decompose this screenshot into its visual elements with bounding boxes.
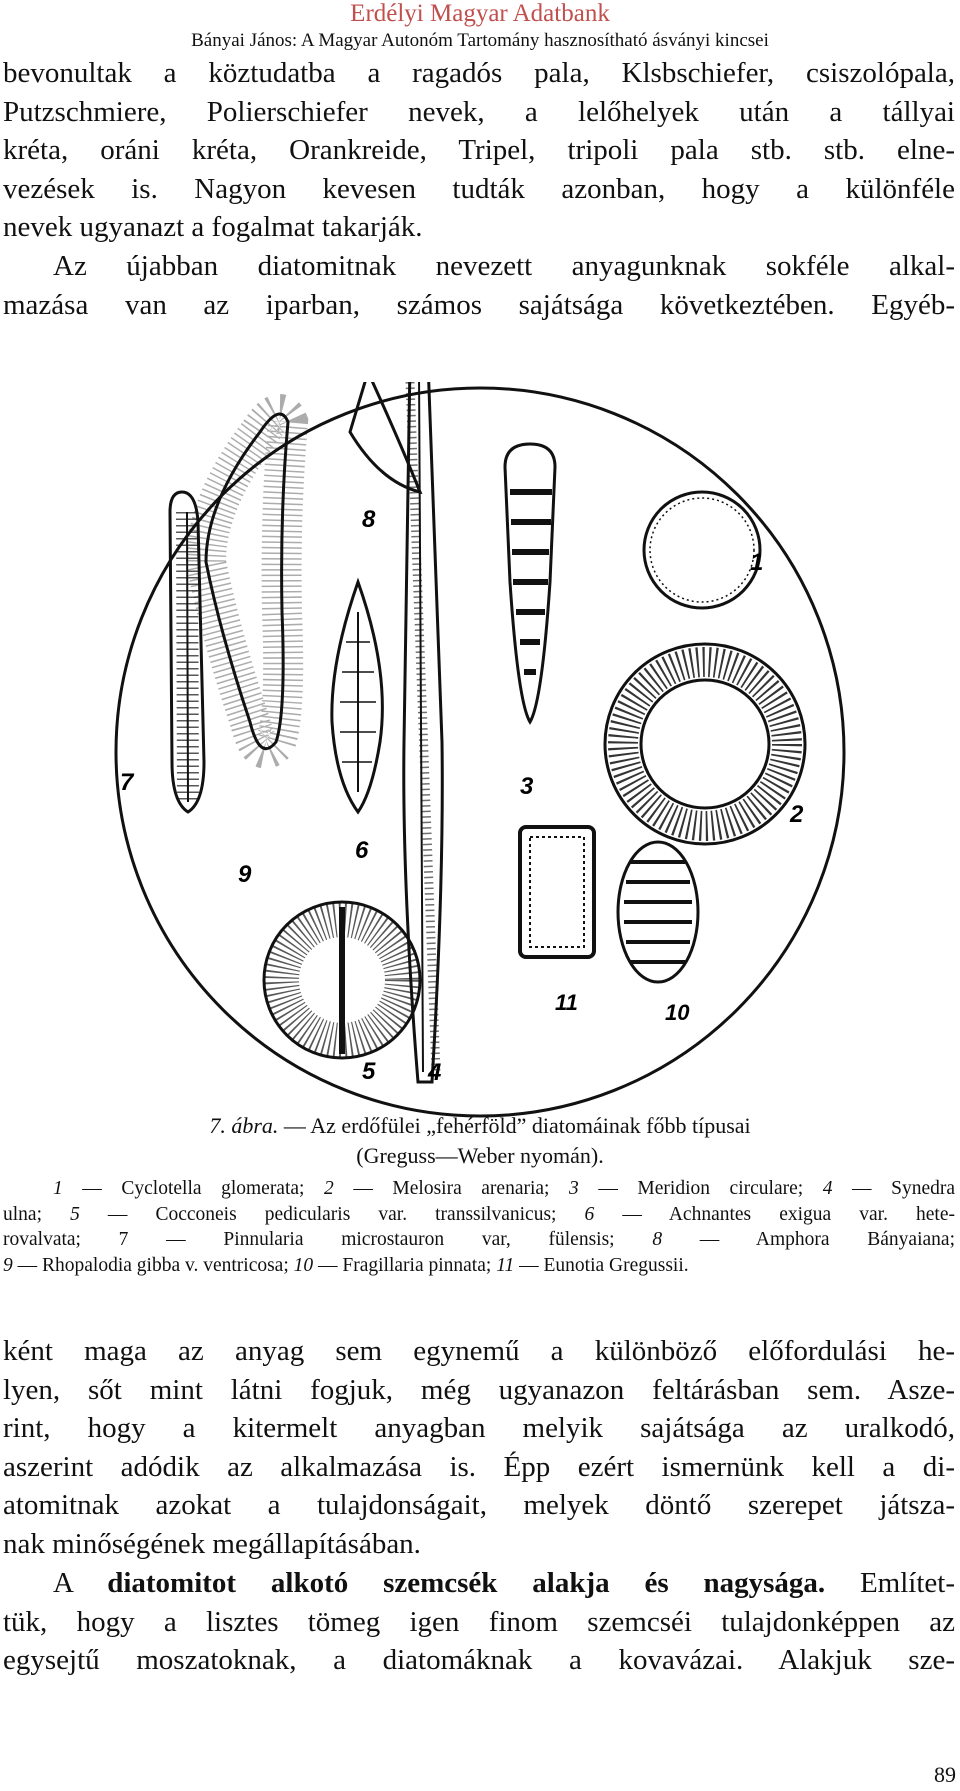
p1-line: vezések is. Nagyon kevesen tudták azonban, hogy a különféle [3, 172, 955, 205]
figure-caption-text: — Az erdőfülei „fehérföld” diatomáinak főbb típusai [278, 1113, 751, 1138]
figure-label-1: 1 [750, 549, 764, 576]
diatom-6-achnantes [332, 582, 383, 812]
paragraph-2 [3, 247, 955, 324]
p3-line: ként maga az anyag sem egynemű a különböző előfordulási he- [3, 1335, 955, 1367]
p1-line: kréta, oráni kréta, Orankreide, Tripel, tripoli pala stb. stb. elne- [3, 134, 955, 167]
figure-label-3: 3 [520, 773, 534, 800]
legend-line [3, 1227, 955, 1253]
paragraph-4-line: egysejtű moszatoknak, a diatomáknak a kovavázai. Alakjuk sze- [3, 1644, 955, 1677]
legend-number: 9 [3, 1254, 13, 1276]
document-subtitle: Bányai János: A Magyar Autonóm Tartomány hasznosítható ásványi kincsei [191, 30, 769, 51]
legend-number: 10 [293, 1254, 314, 1276]
site-title: Erdélyi Magyar Adatbank [350, 0, 610, 27]
legend-line [3, 1176, 955, 1202]
figure-circle-outline [116, 388, 844, 1116]
legend-line [3, 1253, 955, 1279]
paragraph-4-line: A diatomitot alkotó szemcsék alakja és nagysága. Említet- [53, 1567, 955, 1599]
legend-text: ulna; [3, 1203, 71, 1225]
legend-text: — Rhopalodia gibba v. ventricosa; [12, 1254, 294, 1276]
paragraph-4-line: tük, hogy a lisztes tömeg igen finom szemcséi tulajdonképpen az [3, 1605, 955, 1638]
diatom-1-cyclotella [644, 492, 760, 608]
figure-caption [0, 1111, 960, 1140]
diatom-4-synedra [404, 382, 443, 1082]
legend-number: 4 [822, 1178, 833, 1199]
figure-label-7: 7 [120, 769, 134, 796]
legend-number: 1 [53, 1178, 63, 1199]
figure-label-8: 8 [362, 506, 376, 533]
diatom-2-melosira [605, 644, 805, 844]
legend-text: — Achnantes exigua var. hete- [594, 1203, 956, 1225]
p3-line: atomitnak azokat a tulajdonságait, melyek döntő szerepet játsza- [3, 1489, 955, 1522]
legend-number: 2 [324, 1178, 334, 1199]
legend-line [3, 1202, 955, 1228]
paragraph-3 [3, 1332, 955, 1564]
figure-label-6: 6 [355, 837, 369, 864]
p2-line: Az újabban diatomitnak nevezett anyagunknak sokféle alkal- [53, 250, 955, 282]
p1-line: Putzschmiere, Polierschiefer nevek, a lelőhelyek után a tállyai [3, 95, 955, 128]
page-number: 89 [934, 1762, 956, 1787]
legend-number: 6 [584, 1203, 595, 1225]
legend-number: 8 [652, 1229, 663, 1250]
p3-line: nak minőségének megállapításában. [3, 1527, 421, 1560]
figure-label-9: 9 [238, 861, 252, 888]
p3-line: aszerint adódik az alkalmazása is. Épp ezért ismernünk kell a di- [3, 1450, 955, 1483]
figure-label-5: 5 [362, 1058, 376, 1085]
legend-text: — Amphora Bányaiana; [662, 1229, 955, 1250]
p1-line: nevek ugyanazt a fogalmat takarják. [3, 211, 423, 244]
diatom-9-rhopalodia [206, 414, 288, 749]
figure-label-11: 11 [555, 990, 578, 1015]
figure-label-2: 2 [790, 801, 804, 828]
diatom-7-pinnularia [170, 492, 204, 812]
legend-number: 11 [496, 1254, 515, 1276]
legend-text: — Melosira arenaria; [333, 1178, 570, 1199]
figure-label-4: 4 [428, 1059, 442, 1086]
p3-line: rint, hogy a kitermelt anyagban melyik sajátsága az uralkodó, [3, 1412, 955, 1445]
legend-text: — Meridion circulare; [578, 1178, 823, 1199]
figure-legend [3, 1176, 955, 1278]
bold-heading: diatomitot alkotó szemcsék alakja és nagysága. [107, 1567, 826, 1599]
paragraph-1 [3, 54, 955, 247]
diatom-11-eunotia [520, 827, 594, 957]
legend-text: rovalvata; 7 — Pinnularia microstauron var, fülensis; [3, 1229, 653, 1250]
p3-line: lyen, sőt mint látni fogjuk, még ugyanazon feltárásban sem. Asze- [3, 1373, 955, 1406]
legend-text: — Fragillaria pinnata; [313, 1254, 497, 1276]
legend-number: 5 [70, 1203, 80, 1225]
diatom-figure [110, 382, 850, 1122]
figure-caption-label: 7. ábra. [209, 1113, 279, 1138]
p2-line: mazása van az iparban, számos sajátsága következtében. Egyéb- [3, 288, 955, 321]
diatom-3-meridion [505, 444, 555, 722]
figure-caption-source: (Greguss—Weber nyomán). [356, 1143, 604, 1168]
legend-text: — Cyclotella glomerata; [62, 1178, 325, 1199]
paragraph-4 [3, 1564, 955, 1680]
p1-line: bevonultak a köztudatba a ragadós pala, Klsbschiefer, csiszolópala, [3, 57, 955, 89]
legend-text: — Eunotia Gregussii. [514, 1254, 689, 1276]
legend-text: — Synedra [832, 1178, 956, 1199]
figure-label-10: 10 [665, 1000, 690, 1025]
diatom-10-fragillaria [618, 842, 698, 982]
diatom-5-cocconeis [264, 902, 420, 1058]
legend-text: — Cocconeis pedicularis var. transsilvanicus; [79, 1203, 585, 1225]
legend-number: 3 [569, 1178, 579, 1199]
